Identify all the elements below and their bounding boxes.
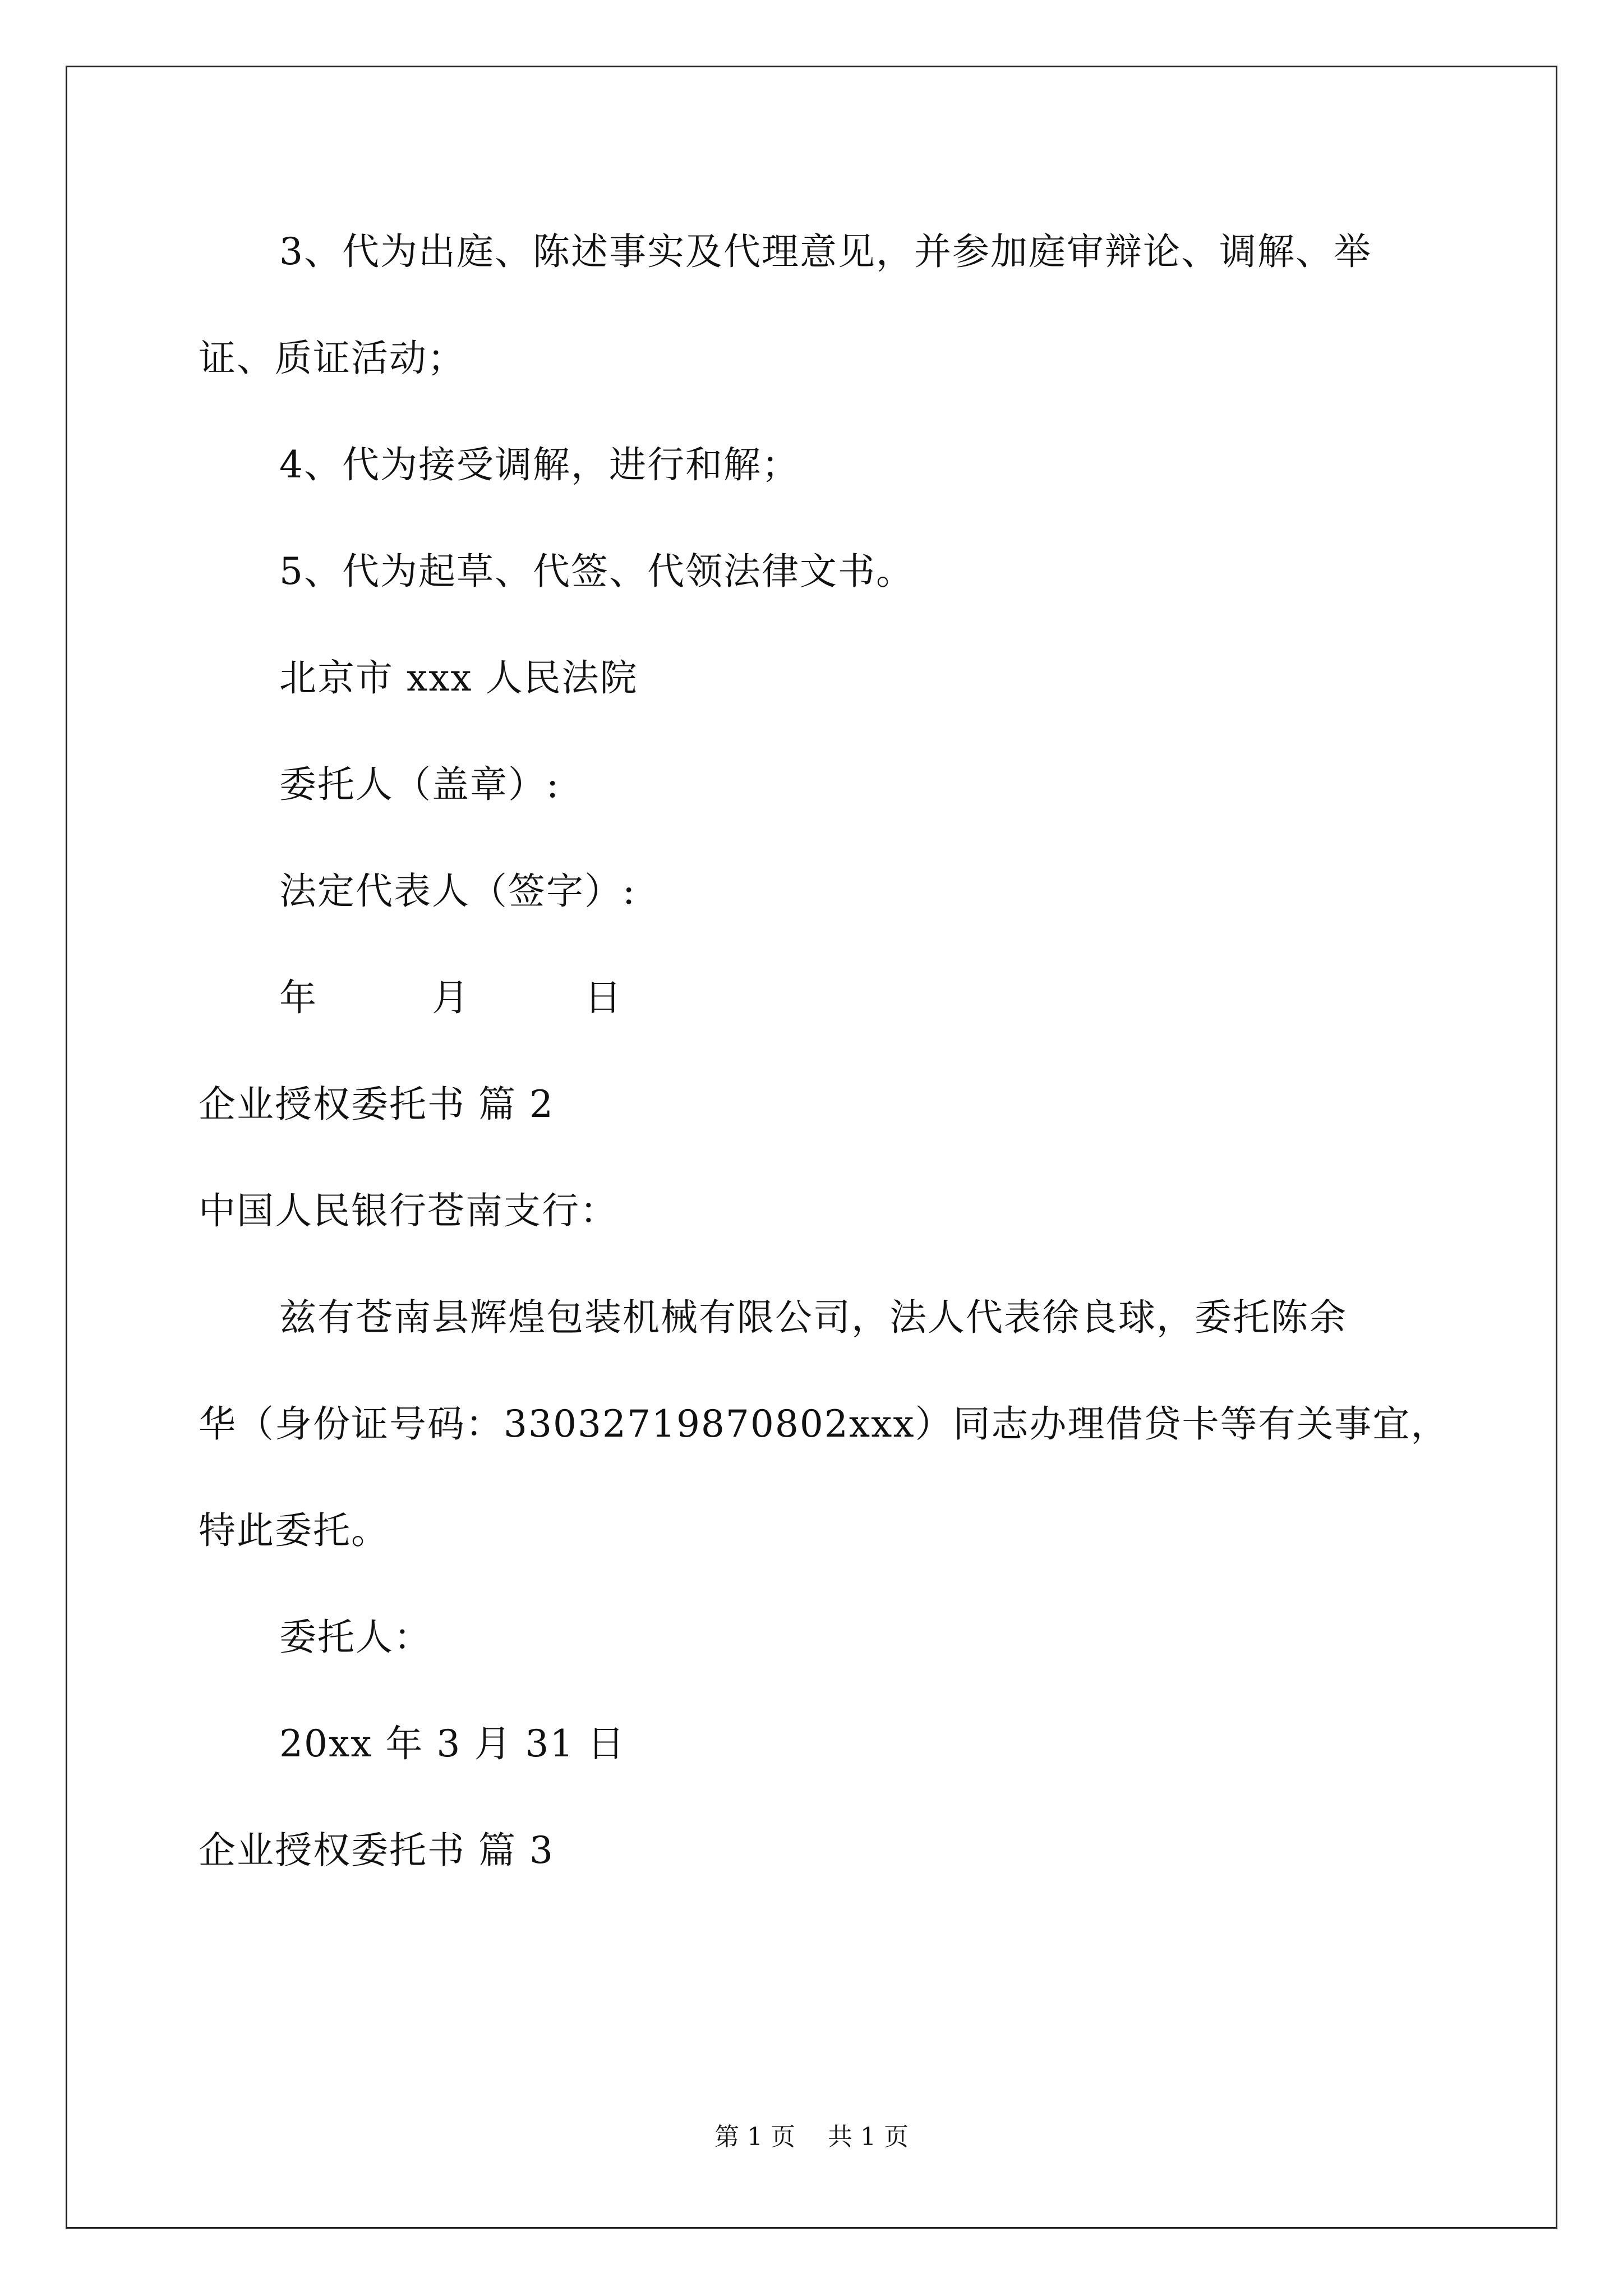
principal-label: 委托人： <box>279 1616 432 1659</box>
page-border <box>66 66 1557 2229</box>
clause-3-line-2: 证、质证活动； <box>199 337 465 380</box>
addressee: 中国人民银行苍南支行： <box>199 1189 618 1232</box>
section-heading-3: 企业授权委托书 篇 3 <box>199 1829 554 1872</box>
body-line-3: 特此委托。 <box>199 1509 389 1552</box>
section-heading-2: 企业授权委托书 篇 2 <box>199 1083 554 1126</box>
page-indicator: 第 1 页 共 1 页 <box>714 2123 909 2151</box>
legal-rep-signature-label: 法定代表人（签字）: <box>279 869 637 913</box>
date-line: 20xx 年 3 月 31 日 <box>279 1722 626 1765</box>
date-blank: 年 月 日 <box>279 976 623 1019</box>
body-line-1: 兹有苍南县辉煌包装机械有限公司，法人代表徐良球，委托陈余 <box>279 1296 1347 1339</box>
clause-4: 4、代为接受调解，进行和解； <box>279 443 800 486</box>
court-name: 北京市 xxx 人民法院 <box>279 656 638 700</box>
principal-seal-label: 委托人（盖章）: <box>279 763 560 806</box>
clause-5: 5、代为起草、代签、代领法律文书。 <box>279 550 914 593</box>
clause-3-line-1: 3、代为出庭、陈述事实及代理意见，并参加庭审辩论、调解、举 <box>279 230 1372 273</box>
body-line-2: 华（身份证号码：33032719870802xxx）同志办理借贷卡等有关事宜， <box>199 1402 1449 1446</box>
